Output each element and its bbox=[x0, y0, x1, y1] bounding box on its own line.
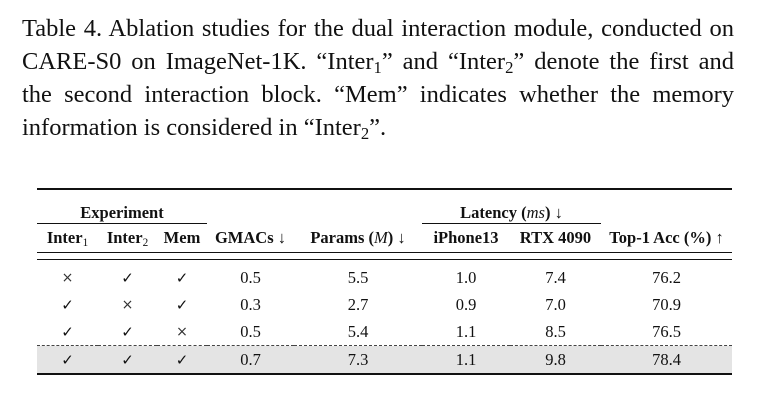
table-row bbox=[37, 291, 732, 318]
check-icon: ✓ bbox=[121, 268, 134, 287]
table bbox=[37, 188, 732, 375]
group-header-row bbox=[37, 189, 732, 224]
check-icon: ✓ bbox=[157, 346, 207, 375]
cell-iphone13: 1.0 bbox=[455, 267, 477, 287]
cell-gmacs: 0.5 bbox=[240, 321, 261, 341]
caption-text: Table 4. Ablation studies for the dual interaction module, conducted on CARE-S0 on ImageNet-1K. “Inter$_1$” and “Inter$_2$” denote the first and the second interaction block. “Mem” indicates whether the memory information is considered in “Inter$_2$”. bbox=[22, 15, 734, 144]
check-icon: ✓ bbox=[37, 346, 98, 375]
table-row-highlighted bbox=[37, 346, 732, 375]
cell-gmacs: 0.3 bbox=[240, 294, 261, 314]
check-icon: ✓ bbox=[61, 322, 74, 341]
table-row bbox=[37, 260, 732, 292]
check-icon: ✓ bbox=[61, 295, 74, 314]
cell-rtx4090: 7.0 bbox=[545, 294, 566, 314]
group-experiment: Experiment bbox=[37, 189, 207, 224]
column-header-row bbox=[37, 224, 732, 253]
cell-iphone13: 0.9 bbox=[455, 294, 477, 314]
cross-icon: × bbox=[121, 296, 134, 313]
cell-params: 5.4 bbox=[347, 321, 369, 341]
cross-icon: × bbox=[176, 323, 188, 340]
col-mem: Mem bbox=[163, 228, 201, 247]
cell-iphone13: 1.1 bbox=[455, 321, 477, 341]
cell-top1: 76.2 bbox=[652, 267, 681, 287]
table-caption bbox=[22, 12, 734, 144]
cell-gmacs: 0.7 bbox=[207, 346, 294, 375]
check-icon: ✓ bbox=[98, 346, 157, 375]
cell-gmacs: 0.5 bbox=[240, 267, 261, 287]
cell-top1: 78.4 bbox=[601, 346, 732, 375]
cell-top1: 76.5 bbox=[652, 321, 681, 341]
cell-params: 2.7 bbox=[347, 294, 369, 314]
cell-rtx4090: 9.8 bbox=[510, 346, 601, 375]
col-inter1: Inter$_1$ bbox=[46, 228, 89, 249]
ablation-table bbox=[37, 188, 732, 375]
col-rtx4090: RTX 4090 bbox=[519, 228, 592, 247]
table-row bbox=[37, 318, 732, 346]
cell-iphone13: 1.1 bbox=[422, 346, 510, 375]
cell-params: 5.5 bbox=[347, 267, 369, 287]
check-icon: ✓ bbox=[121, 322, 134, 341]
col-iphone13: iPhone13 bbox=[433, 228, 499, 247]
col-top1-acc: Top-1 Acc (%) ↑ bbox=[609, 227, 724, 247]
cell-rtx4090: 8.5 bbox=[545, 321, 566, 341]
col-gmacs: GMACs ↓ bbox=[214, 227, 287, 247]
check-icon: ✓ bbox=[175, 295, 189, 314]
col-params: Params (M) ↓ bbox=[310, 227, 406, 247]
col-inter2: Inter$_2$ bbox=[106, 228, 149, 249]
cell-top1: 70.9 bbox=[652, 294, 681, 314]
group-latency: Latency (ms) ↓ bbox=[422, 189, 601, 224]
cross-icon: × bbox=[61, 269, 74, 286]
double-rule bbox=[37, 253, 732, 260]
check-icon: ✓ bbox=[175, 268, 189, 287]
cell-params: 7.3 bbox=[294, 346, 422, 375]
cell-rtx4090: 7.4 bbox=[545, 267, 566, 287]
